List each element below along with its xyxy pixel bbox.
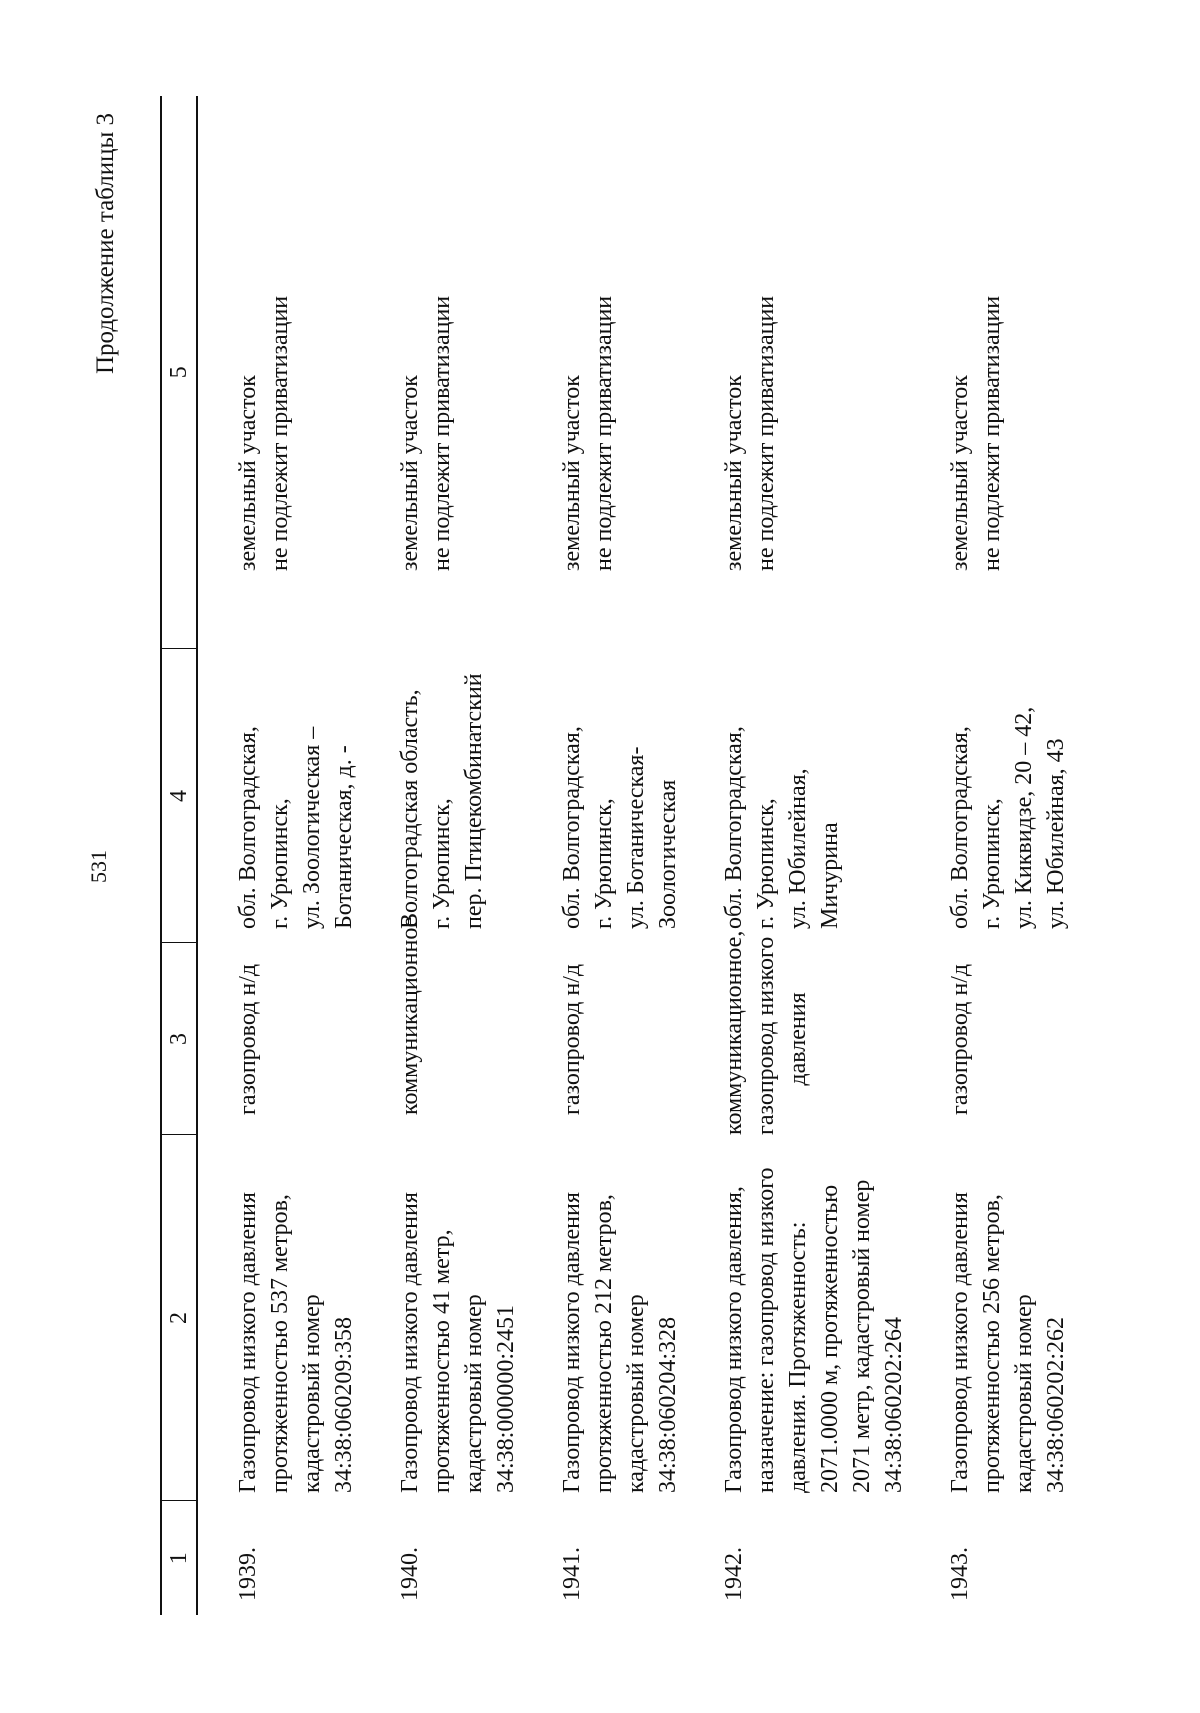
land-plot-note-line: не подлежит приватизации: [267, 295, 293, 571]
land-plot-note-cell: [232, 96, 360, 649]
page-number: 531: [86, 850, 111, 883]
object-description-line: протяженностью 212 метров,: [591, 1194, 617, 1493]
row-number-cell: 1941.: [559, 1547, 585, 1601]
row-spacer: [910, 96, 944, 1615]
object-description-line: протяженностью 537 метров,: [267, 1194, 293, 1493]
object-description-line: 34:38:060209:358: [331, 1316, 357, 1493]
address-line: г. Урюпинск,: [267, 798, 293, 929]
object-description-line: кадастровый номер: [623, 1294, 649, 1493]
row-number-cell: 1940.: [397, 1547, 423, 1601]
row-spacer-cell: [910, 96, 944, 1615]
object-description-cell: [718, 1135, 910, 1501]
object-type-line: газопровод н/д: [947, 963, 973, 1115]
row-spacer: [197, 96, 232, 1615]
object-description-cell: [394, 1135, 522, 1501]
row-spacer-cell: [522, 96, 556, 1615]
address-line: г. Урюпинск,: [753, 798, 779, 929]
row-number-cell: 1939.: [235, 1547, 261, 1601]
address-line: обл. Волгоградская,: [235, 726, 261, 929]
header-col-2: 2: [161, 1135, 197, 1501]
table-row: [232, 96, 360, 1615]
address-line: Ботаническая, д. -: [331, 745, 357, 929]
address-line: ул. Ботаническая-: [623, 746, 649, 929]
land-plot-note-line: не подлежит приватизации: [591, 295, 617, 571]
object-description-line: Газопровод низкого давления: [947, 1192, 973, 1493]
land-plot-note-line: земельный участок: [947, 375, 973, 571]
property-table-container: [160, 96, 1072, 1615]
land-plot-note-cell: [556, 96, 684, 649]
address-line: обл. Волгоградская,: [721, 726, 747, 929]
address-line: г. Урюпинск,: [429, 798, 455, 929]
object-description-line: 34:38:000000:2451: [493, 1304, 519, 1493]
row-number-cell: 1942.: [721, 1547, 747, 1601]
address-line: ул. Юбилейная, 43: [1043, 738, 1069, 929]
row-spacer-cell: [360, 96, 394, 1615]
object-type-cell: [232, 943, 360, 1135]
header-col-5: 5: [161, 96, 197, 649]
row-number-cell: 1943.: [947, 1547, 973, 1601]
object-description-line: Газопровод низкого давления,: [721, 1186, 747, 1493]
header-col-1: 1: [161, 1501, 197, 1615]
object-type-line: газопровод н/д: [235, 963, 261, 1115]
table-row: [394, 96, 522, 1615]
header-col-4: 4: [161, 649, 197, 943]
object-description-line: 2071 метр, кадастровый номер: [849, 1179, 875, 1493]
object-description-line: Газопровод низкого давления: [559, 1192, 585, 1493]
object-description-cell: [556, 1135, 684, 1501]
object-type-cell: [394, 916, 522, 1135]
address-line: обл. Волгоградская,: [559, 726, 585, 929]
object-description-cell: [944, 1135, 1072, 1501]
row-spacer-cell: [197, 96, 232, 1615]
address-line: г. Урюпинск,: [979, 798, 1005, 929]
address-cell: [394, 649, 522, 943]
object-type-cell: [944, 943, 1072, 1135]
object-type-line: газопровод н/д: [559, 963, 585, 1115]
address-line: Мичурина: [817, 822, 843, 929]
land-plot-note-line: земельный участок: [235, 375, 261, 571]
address-cell: [944, 649, 1072, 943]
object-description-line: 34:38:060204:328: [655, 1316, 681, 1493]
address-line: ул. Киквидзе, 20 – 42,: [1011, 706, 1037, 929]
object-type-line: коммуникационное: [397, 916, 423, 1115]
object-description-line: Газопровод низкого давления: [235, 1192, 261, 1493]
object-description-line: давления. Протяженность:: [785, 1221, 811, 1493]
land-plot-note-line: не подлежит приватизации: [753, 295, 779, 571]
row-spacer-cell: [684, 96, 718, 1615]
address-line: пер. Птицекомбинатский: [461, 673, 487, 929]
address-line: г. Урюпинск,: [591, 798, 617, 929]
table-row: [718, 96, 910, 1615]
land-plot-note-line: не подлежит приватизации: [979, 295, 1005, 571]
table-row: [944, 96, 1072, 1615]
land-plot-note-cell: [718, 96, 910, 649]
address-line: обл. Волгоградская,: [947, 726, 973, 929]
row-spacer: [360, 96, 394, 1615]
object-type-cell: [556, 943, 684, 1135]
row-spacer: [684, 96, 718, 1615]
object-description-line: кадастровый номер: [299, 1294, 325, 1493]
land-plot-note-line: не подлежит приватизации: [429, 295, 455, 571]
object-type-line: коммуникационное,: [721, 930, 747, 1135]
land-plot-note-line: земельный участок: [721, 375, 747, 571]
land-plot-note-cell: [944, 96, 1072, 649]
table-body: [197, 96, 1072, 1615]
object-description-line: 2071.0000 м, протяженностью: [817, 1184, 843, 1493]
table-continuation-label: Продолжение таблицы 3: [92, 112, 119, 374]
table-row: [556, 96, 684, 1615]
table-header-row: [161, 96, 197, 1615]
address-cell: [718, 649, 910, 943]
address-line: Волгоградская область,: [397, 689, 423, 929]
object-description-line: Газопровод низкого давления: [397, 1192, 423, 1493]
row-spacer: [522, 96, 556, 1615]
land-plot-note-line: земельный участок: [397, 375, 423, 571]
header-col-3: 3: [161, 943, 197, 1135]
object-description-line: 34:38:060202:264: [881, 1316, 907, 1493]
object-description-line: протяженностью 256 метров,: [979, 1194, 1005, 1493]
land-plot-note-line: земельный участок: [559, 375, 585, 571]
address-line: ул. Юбилейная,: [785, 768, 811, 929]
object-type-line: газопровод низкого: [753, 936, 779, 1135]
object-description-line: протяженностью 41 метр,: [429, 1229, 455, 1493]
address-line: Зоологическая: [655, 779, 681, 929]
address-cell: [556, 649, 684, 943]
object-type-line: давления: [785, 992, 811, 1086]
address-line: ул. Зоологическая –: [299, 726, 325, 929]
object-description-line: кадастровый номер: [1011, 1294, 1037, 1493]
object-description-line: кадастровый номер: [461, 1294, 487, 1493]
object-description-cell: [232, 1135, 360, 1501]
object-description-line: 34:38:060202:262: [1043, 1316, 1069, 1493]
property-table: [160, 96, 1072, 1615]
object-description-line: назначение: газопровод низкого: [753, 1167, 779, 1493]
land-plot-note-cell: [394, 96, 522, 649]
object-type-cell: [718, 930, 910, 1135]
address-cell: [232, 649, 360, 943]
